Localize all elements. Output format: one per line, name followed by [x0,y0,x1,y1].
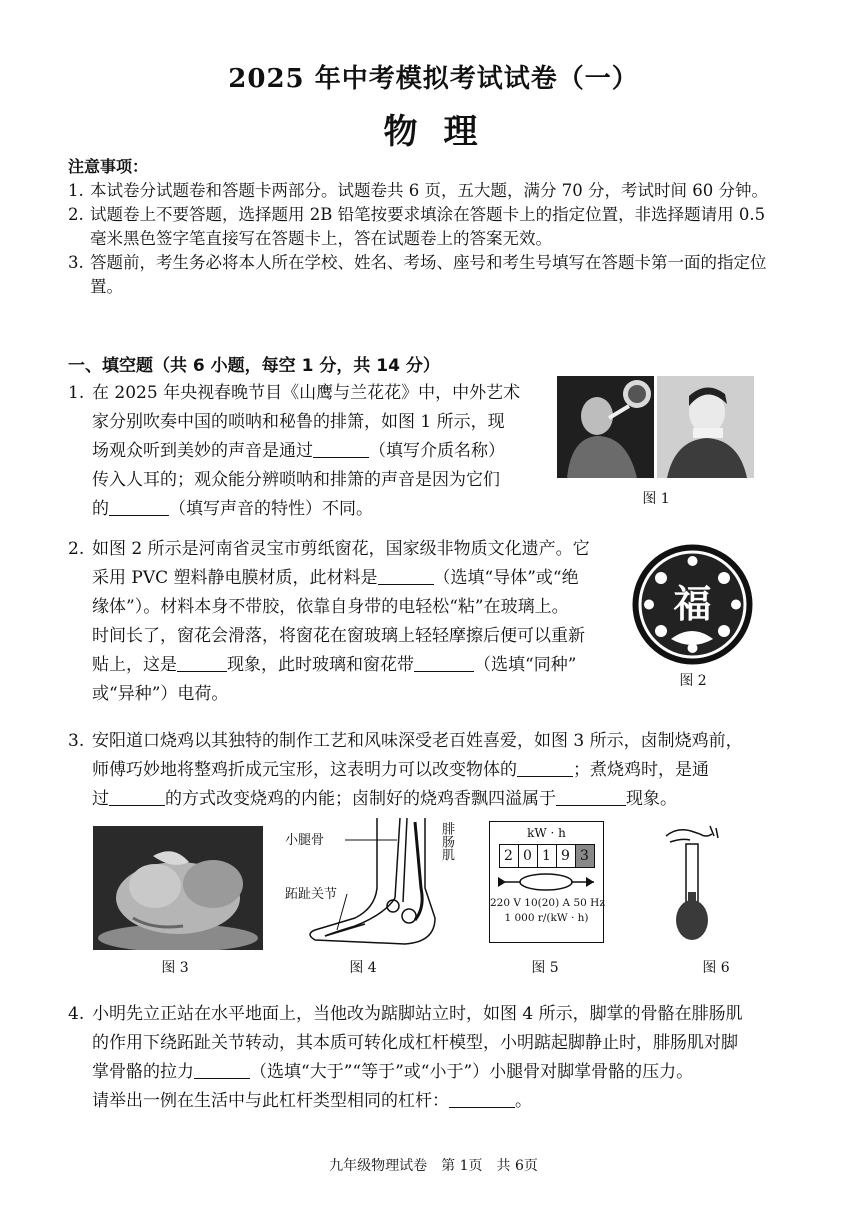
notice-item [68,203,768,251]
figure-6-caption: 图 6 [702,960,730,976]
notice-item [68,179,768,203]
figure-3-caption: 图 3 [161,960,189,976]
question-number: 4. [68,1004,85,1024]
figure-4-caption: 图 4 [349,960,377,976]
answer-blank[interactable] [177,653,227,672]
q2-line: 如图 2 所示是河南省灵宝市剪纸窗花，国家级非物质文化遗产。它 [92,539,590,559]
meter-digit: 9 [557,844,576,868]
question-3 [68,727,788,814]
meter-digit-row [490,844,603,868]
answer-blank[interactable] [313,439,369,458]
answer-blank[interactable] [109,497,169,516]
q2-line: 或“异种”）电荷。 [92,684,229,704]
q1-line: 场观众听到美妙的声音是通过 （填写介质名称） [92,441,505,461]
question-4 [68,1000,788,1116]
meter-digit: 1 [538,844,557,868]
q1-line: 的 （填写声音的特性）不同。 [92,499,373,519]
section-fill-blank-title: 一、填空题（共 6 小题，每空 1 分，共 14 分） [68,356,440,376]
q2-line: 时间长了，窗花会滑落，将窗花在窗玻璃上轻轻摩擦后便可以重新 [92,626,585,646]
figure-3-roast-chicken [93,826,263,950]
question-number: 1. [68,383,85,403]
notice-item-text: 本试卷分试题卷和答题卡两部分。试题卷共 6 页，五大题，满分 70 分，考试时间 60 分钟。 [90,181,768,200]
question-number: 3. [68,731,85,751]
meter-rotor-arrow [490,868,602,896]
q1-line: 在 2025 年央视春晚节目《山鹰与兰花花》中，中外艺术 [92,383,521,403]
figure-5-caption: 图 5 [531,960,559,976]
notice-item-text: 答题前，考生务必将本人所在学校、姓名、考场、座号和考生号填写在答题卡第一面的指定位置。 [90,253,767,296]
meter-digit: 0 [519,844,538,868]
q3-line: 过 的方式改变烧鸡的内能；卤制好的烧鸡香飘四溢属于 现象。 [92,789,677,809]
q4-line: 掌骨骼的拉力 （选填“大于”“等于”或“小于”）小腿骨对脚掌骨骼的压力。 [92,1062,694,1082]
page-footer: 九年级物理试卷 第 1页 共 6页 [329,1158,538,1174]
exam-title: 2025 年中考模拟考试试卷（一） [228,64,639,94]
figure-1-photo [557,376,754,478]
question-1 [68,379,548,524]
question-2 [68,535,628,709]
answer-blank[interactable] [414,653,474,672]
q2-line: 采用 PVC 塑料静电膜材质，此材料是 （选填“导体”或“绝 [92,568,579,588]
figure-5-energy-meter [489,821,604,943]
figure-6-dropper [660,822,730,946]
answer-blank[interactable] [517,758,573,777]
notice-title: 注意事项： [68,157,149,176]
figure-4-foot-diagram [285,818,460,950]
notice-item-num: 1. [68,181,84,200]
q1-line: 家分别吹奏中国的唢呐和秘鲁的排箫，如图 1 所示，现 [92,412,505,432]
q3-line: 安阳道口烧鸡以其独特的制作工艺和风味深受老百姓喜爱，如图 3 所示，卤制烧鸡前， [92,731,743,751]
figure-1-caption: 图 1 [642,491,670,507]
notice-item-num: 2. [68,205,84,224]
q3-line: 师傅巧妙地将整鸡折成元宝形，这表明力可以改变物体的 ；煮烧鸡时，是通 [92,760,709,780]
answer-blank[interactable] [556,787,626,806]
question-number: 2. [68,539,85,559]
notice-item-text: 试题卷上不要答题，选择题用 2B 铅笔按要求填涂在答题卡上的指定位置，非选择题请用 0.5 毫米黑色签字笔直接写在答题卡上，答在试题卷上的答案无效。 [90,205,766,248]
meter-spec-voltage: 220 V 10(20) A 50 Hz [490,897,605,909]
subject-title: 物理 [383,112,504,152]
q2-line: 贴上，这是 现象，此时玻璃和窗花带 （选填“同种” [92,655,577,675]
label-gastrocnemius: 腓肠肌 [439,822,454,861]
q2-line: 缘体”）。材料本身不带胶，依靠自身带的电轻松“粘”在玻璃上。 [92,597,569,617]
notice-item-num: 3. [68,253,84,272]
answer-blank[interactable] [194,1060,250,1079]
meter-digit-decimal: 3 [576,844,595,868]
q4-line: 小明先立正站在水平地面上，当他改为踮脚站立时，如图 4 所示，脚掌的骨骼在腓肠肌 [92,1004,743,1024]
answer-blank[interactable] [449,1089,515,1108]
figure-2-papercut [631,543,754,666]
papercut-fu-character: 福 [673,581,712,626]
meter-unit: kW · h [527,826,566,840]
q4-line: 的作用下绕跖趾关节转动，其本质可转化成杠杆模型，小明踮起脚静止时，腓肠肌对脚 [92,1033,738,1053]
label-shank-bone: 小腿骨 [285,833,325,848]
answer-blank[interactable] [378,566,434,585]
q4-line: 请举出一例在生活中与此杠杆类型相同的杠杆： 。 [92,1091,532,1111]
notice-item [68,251,768,299]
figure-2-caption: 图 2 [679,673,707,689]
q1-line: 传入人耳的；观众能分辨唢呐和排箫的声音是因为它们 [92,470,500,490]
meter-digit: 2 [499,844,519,868]
notice-block [68,155,768,299]
label-toe-joint: 跖趾关节 [285,887,338,902]
answer-blank[interactable] [109,787,165,806]
meter-spec-revs: 1 000 r/(kW · h) [504,912,589,924]
